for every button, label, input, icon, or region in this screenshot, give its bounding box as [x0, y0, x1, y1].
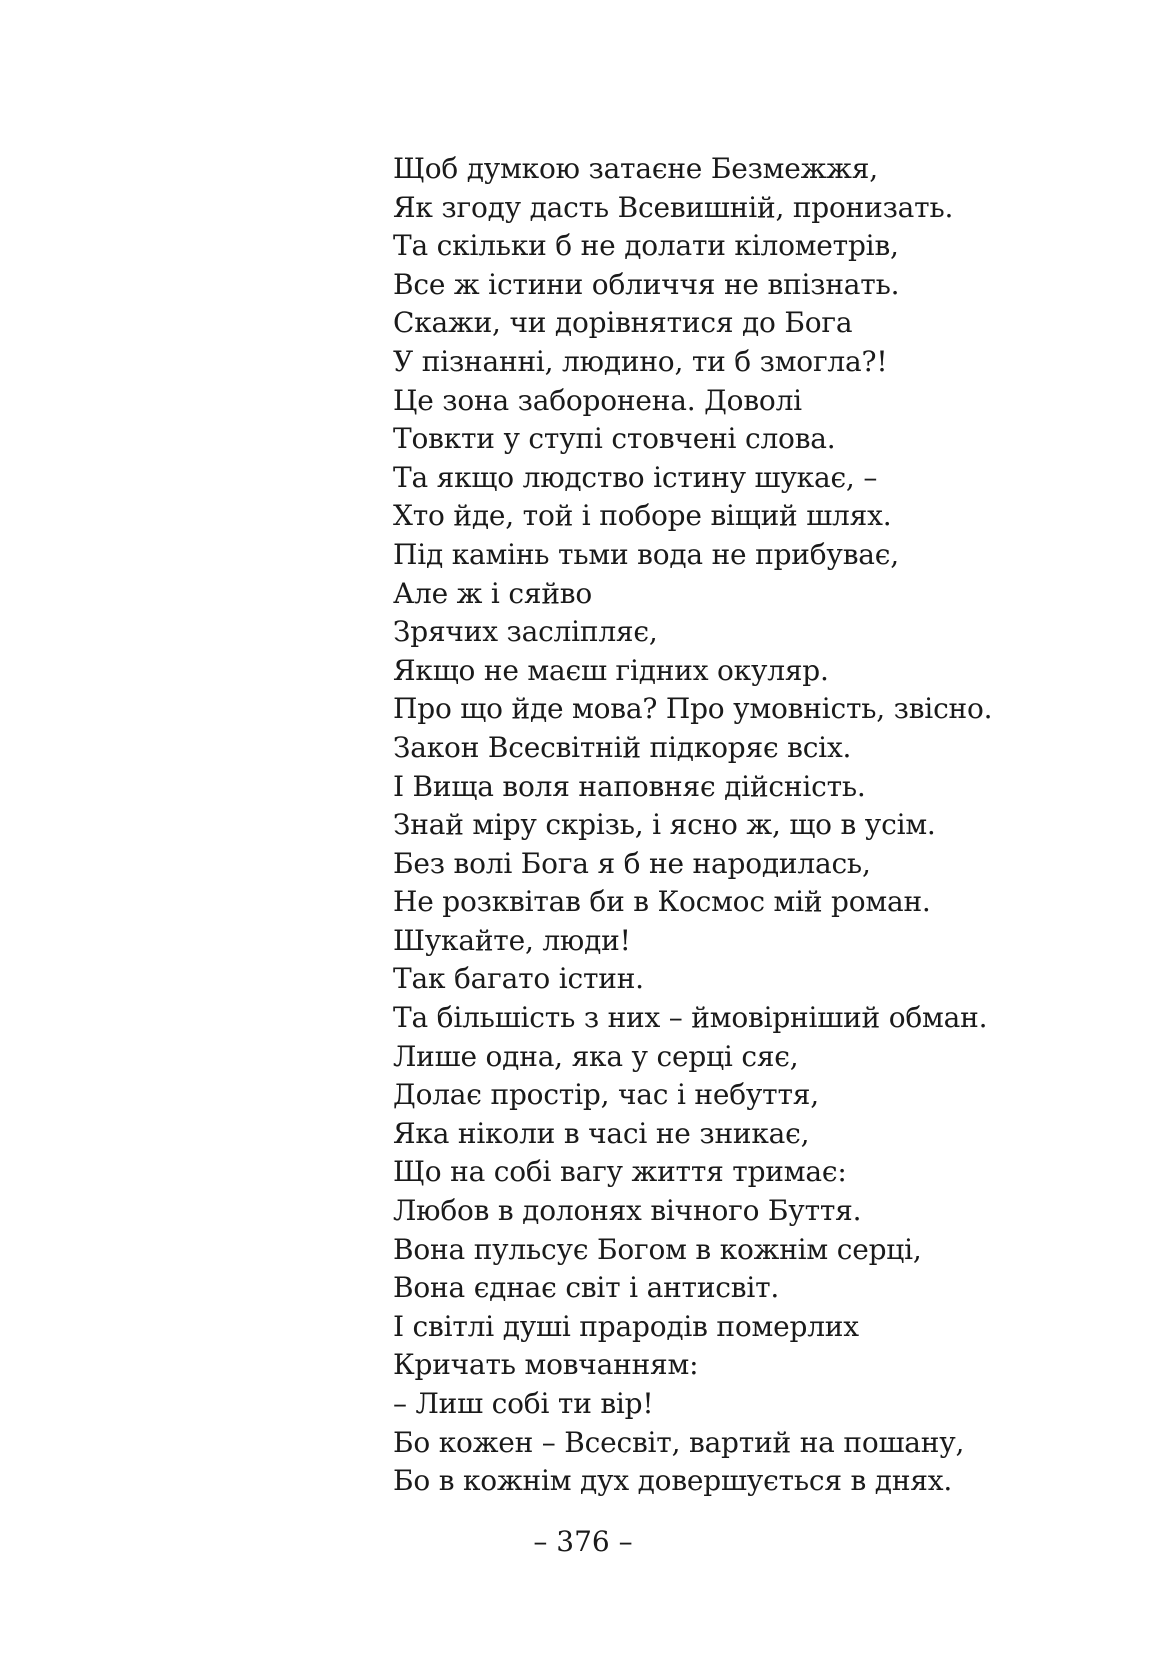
poem-line: Не розквітав би в Космос мій роман. — [393, 885, 931, 919]
page-number: – 376 – — [533, 1525, 633, 1558]
poem-line: Все ж істини обличчя не впізнать. — [393, 267, 900, 301]
poem-line: Яка ніколи в часі не зникає, — [393, 1116, 810, 1150]
poem-line: Скажи, чи дорівнятися до Бога — [393, 306, 853, 340]
poem-line: Вона єднає світ і антисвіт. — [393, 1271, 780, 1305]
poem-line: Кричать мовчанням: — [393, 1348, 699, 1382]
poem-line: Під камінь тьми вода не прибуває, — [393, 537, 899, 571]
poem-line: – Лиш собі ти вір! — [393, 1387, 654, 1420]
poem-line: У пізнанні, людино, ти б змогла?! — [393, 344, 888, 378]
poem-line: Це зона заборонена. Доволі — [393, 383, 802, 417]
poem-line: І світлі душі прародів померлих — [393, 1309, 859, 1343]
poem-line: Та якщо людство істину шукає, – — [393, 460, 878, 494]
poem-line: Щоб думкою затаєне Безмежжя, — [393, 152, 878, 185]
poem-line: Любов в долонях вічного Буття. — [393, 1194, 862, 1228]
poem-line: Хто йде, той і поборе віщий шлях. — [393, 499, 892, 533]
poem-line: Зрячих засліпляє, — [393, 615, 658, 649]
poem-line: Знай міру скрізь, і ясно ж, що в усім. — [393, 808, 936, 842]
poem-line: Та більшість з них – ймовірніший обман. — [393, 1001, 988, 1035]
poem-line: Бо кожен – Всесвіт, вартий на пошану, — [393, 1425, 965, 1459]
poem-line: Що на собі вагу життя тримає: — [393, 1155, 847, 1189]
poem-line: Про що йде мова? Про умовність, звісно. — [393, 692, 993, 726]
poem-line: Вона пульсує Богом в кожнім серці, — [393, 1232, 922, 1266]
poem-line: Але ж і сяйво — [393, 576, 593, 610]
poem-line: Як згоду дасть Всевишній, пронизать. — [393, 190, 954, 224]
poem-line: Закон Всесвітній підкоряє всіх. — [393, 730, 852, 764]
poem-line: Без волі Бога я б не народилась, — [393, 846, 871, 880]
poem-line: Лише одна, яка у серці сяє, — [393, 1039, 799, 1073]
poem-line: Бо в кожнім дух довершується в днях. — [393, 1464, 953, 1498]
poem-text — [393, 150, 992, 1501]
poem-line: Шукайте, люди! — [393, 923, 631, 957]
poem-line: Та скільки б не долати кілометрів, — [393, 229, 899, 263]
poem-line: Так багато істин. — [393, 962, 644, 996]
poem-line: Долає простір, час і небуття, — [393, 1078, 819, 1112]
poem-line: І Вища воля наповняє дійсність. — [393, 769, 866, 803]
poem-line: Товкти у ступі стовчені слова. — [393, 422, 836, 456]
poem-line: Якщо не маєш гідних окуляр. — [393, 653, 829, 687]
